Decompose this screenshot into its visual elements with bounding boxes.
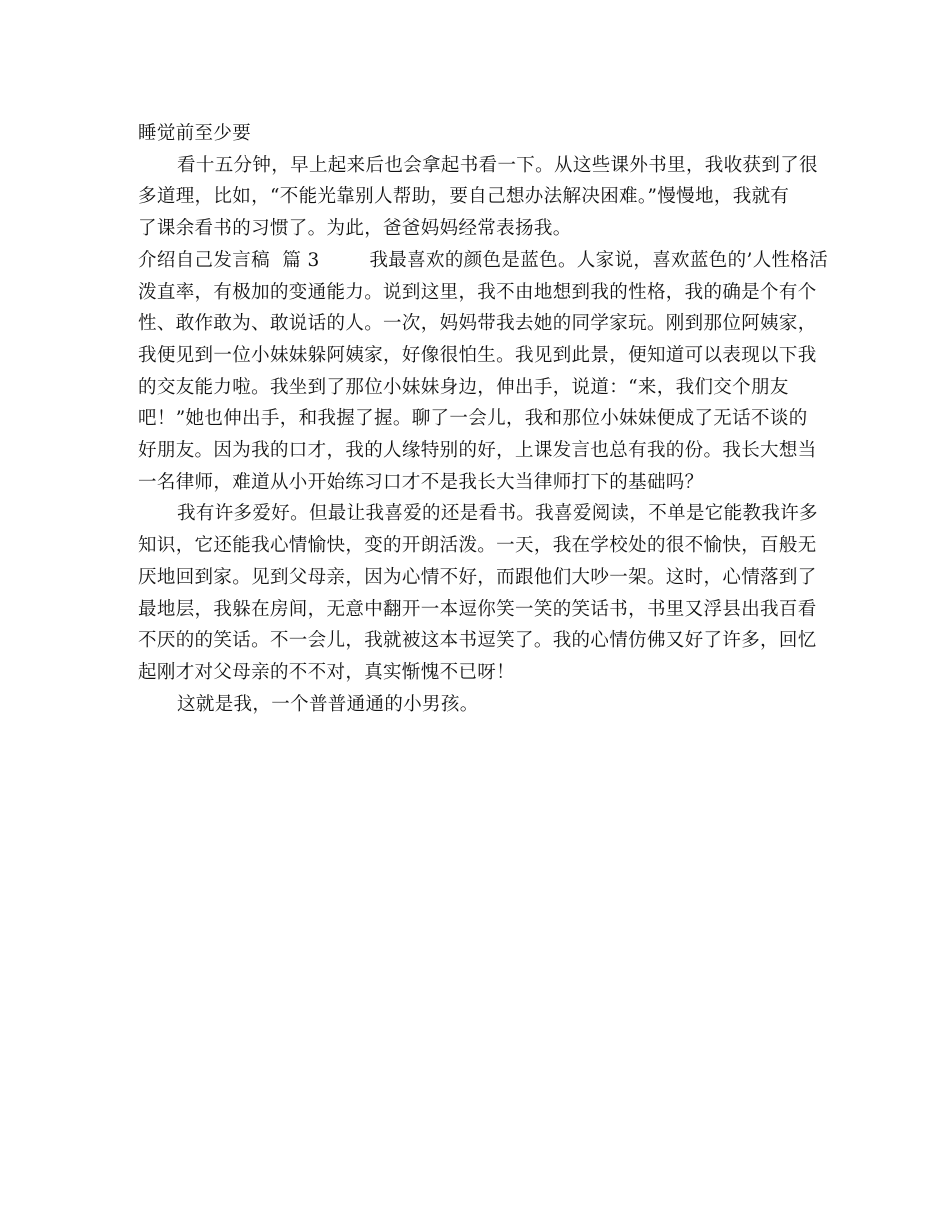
section-heading-line: 介绍自己发言稿 篇 3 我最喜欢的颜色是蓝色。人家说，喜欢蓝色的’人性格活 — [138, 249, 829, 271]
document-body — [138, 118, 829, 720]
paragraph-4 — [138, 498, 818, 688]
text-line: 吧！”她也伸出手，和我握了握。聊了一会儿，我和那位小妹妹便成了无话不谈的 — [138, 408, 808, 430]
text-line: 知识，它还能我心情愉快，变的开朗活泼。一天，我在学校处的很不愉快，百般无 — [138, 535, 817, 557]
text-line: 看十五分钟，早上起来后也会拿起书看一下。从这些课外书里，我收获到了很 — [177, 154, 818, 176]
paragraph-3 — [138, 245, 829, 499]
text-line: 我便见到一位小妹妹躲阿姨家，好像很怕生。我见到此景，便知道可以表现以下我 — [138, 344, 817, 366]
text-line: 起刚才对父母亲的不不对，真实惭愧不已呀！ — [138, 661, 516, 683]
paragraph-2 — [138, 150, 818, 245]
paragraph-1 — [138, 118, 814, 150]
text-line: 了课余看书的习惯了。为此，爸爸妈妈经常表扬我。 — [138, 218, 572, 240]
text-line: 性、敢作敢为、敢说话的人。一次，妈妈带我去她的同学家玩。刚到那位阿姨家， — [138, 313, 817, 335]
text-line: 多道理，比如，“不能光靠别人帮助，要自己想办法解决困难。”慢慢地，我就有 — [138, 186, 790, 208]
text-line: 一名律师，难道从小开始练习口才不是我长大当律师打下的基础吗？ — [138, 471, 704, 493]
text-line: 厌地回到家。见到父母亲，因为心情不好，而跟他们大吵一架。这时，心情落到了 — [138, 566, 817, 588]
text-line: 睡觉前至少要 — [138, 123, 252, 144]
text-line: 好朋友。因为我的口才，我的人缘特别的好，上课发言也总有我的份。我长大想当 — [138, 440, 817, 462]
text-line: 泼直率，有极加的变通能力。说到这里，我不由地想到我的性格，我的确是个有个 — [138, 281, 817, 303]
text-line: 的交友能力啦。我坐到了那位小妹妹身边，伸出手，说道：“来，我们交个朋友 — [138, 376, 789, 398]
paragraph-5 — [138, 689, 814, 721]
text-line: 这就是我，一个普普通通的小男孩。 — [177, 693, 479, 715]
text-line: 最地层，我躲在房间，无意中翻开一本逗你笑一笑的笑话书，书里又浮县出我百看 — [138, 598, 817, 620]
text-line: 我有许多爱好。但最让我喜爱的还是看书。我喜爱阅读，不单是它能教我许多 — [177, 503, 818, 525]
text-line: 不厌的的笑话。不一会儿，我就被这本书逗笑了。我的心情仿佛又好了许多，回忆 — [138, 630, 817, 652]
